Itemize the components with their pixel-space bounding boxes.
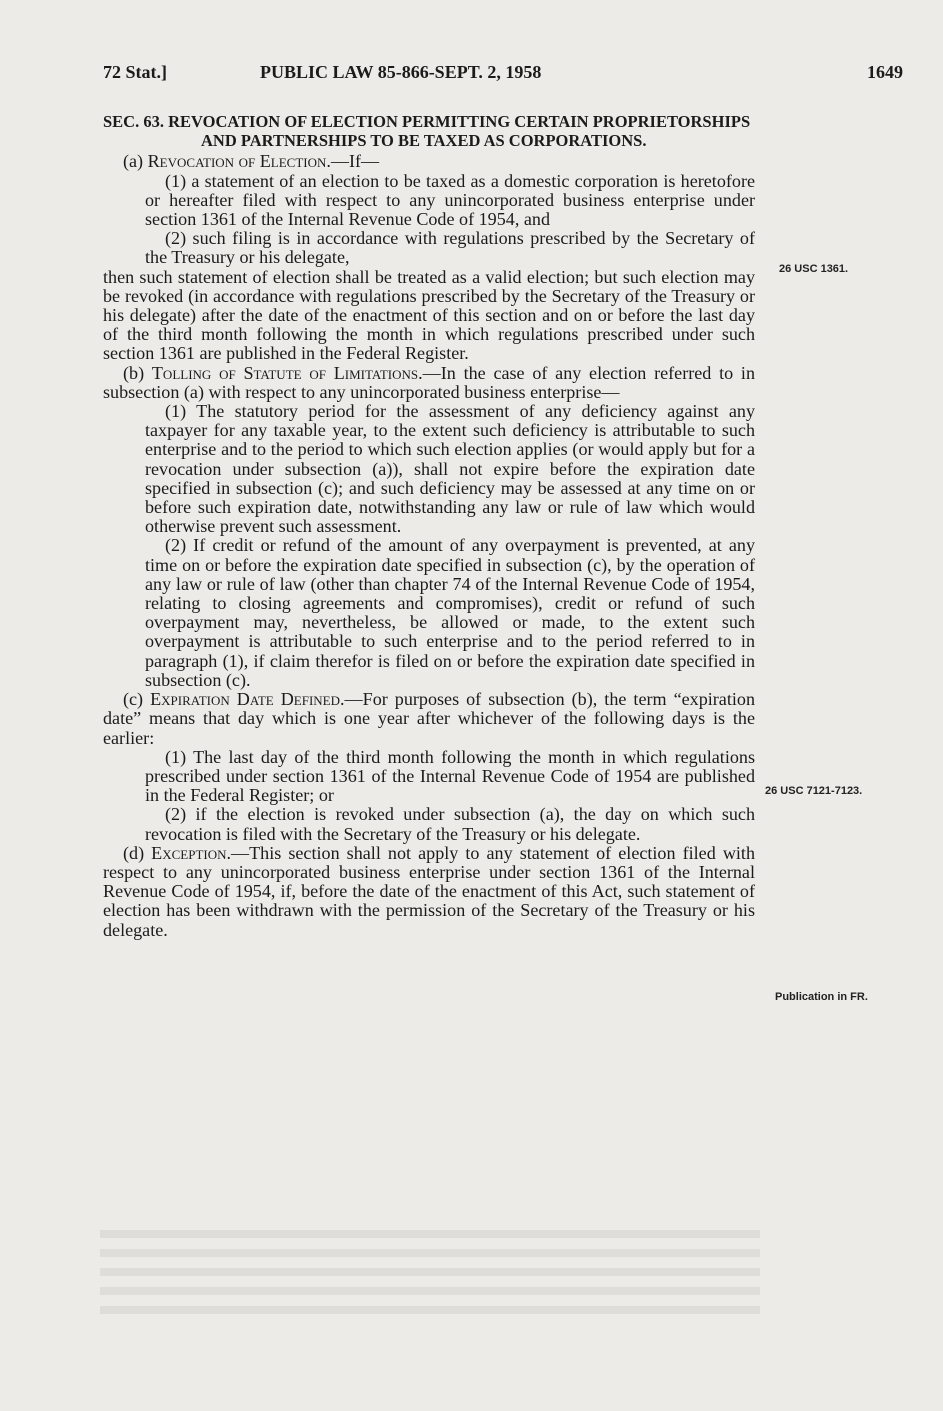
subsection-d (103, 844, 755, 940)
margin-note-publication: Publication in FR. (775, 991, 868, 1003)
margin-note-usc-1361: 26 USC 1361. (779, 263, 849, 275)
subsection-b-paragraph-2: (2) If credit or refund of the amount of any overpayment is prevented, at any time on or before the expiration date specified in subsection (c), by the operation of any law or rule of law (other than chapter 74 of the Internal Revenue Code of 1954, relating to closing agreements and compromises), credit or refund of such overpayment may, nevertheless, be allowed or made, to the extent such overpayment is attributable to such enterprise and to the period referred to in paragraph (1), if claim therefor is filed on or before the expiration date specified in subsection (c). (145, 535, 755, 690)
section-heading: SEC. 63. REVOCATION OF ELECTION PERMITTING CERTAIN PROPRIETORSHIPS AND PARTNERSHIPS TO BE TAXED AS CORPORATIONS. (103, 112, 751, 151)
page-number: 1649 (867, 62, 903, 82)
subsection-b-lead: —In the case of any election referred to in subsection (a) with respect to any unincorporated business enterprise— (103, 362, 756, 402)
subsection-b (103, 364, 755, 402)
subsection-d-lead: —This section shall not apply to any statement of election filed with respect to any unincorporated business enterprise under section 1361 of the Internal Revenue Code of 1954, if, before the date of the enactment of this Act, such statement of election has been withdrawn with the permission of the Secretary of the Treasury or his delegate. (103, 842, 755, 940)
subsection-a-title: Revocation of Election. (147, 151, 331, 172)
subsection-d-title: Exception. (151, 842, 232, 863)
subsection-b-label: (b) (123, 362, 152, 383)
running-header (103, 62, 903, 86)
subsection-a-lead: —If— (330, 151, 380, 172)
subsection-a: (a) Revocation of Election.—If— (123, 151, 380, 172)
subsection-a-tail: then such statement of election shall be treated as a valid election; but such election may be revoked (in accordance with regulations prescribed by the Secretary of the Treasury or his delegate) after the date of the enactment of this section and on or before the last day of the third month following the month in which regulations prescribed under such section 1361 are published in the Federal Register. (103, 266, 755, 364)
subsection-c-lead: —For purposes of subsection (b), the term “expiration date” means that day which is one year after whichever of the following days is the earlier: (103, 689, 755, 748)
subsection-b-title: Tolling of Statute of Limitations. (151, 362, 423, 383)
reverse-side-bleed-through (100, 1230, 760, 1320)
margin-note-usc-7121: 26 USC 7121-7123. (765, 785, 863, 797)
subsection-a-paragraph-2: (2) such filing is in accordance with regulations prescribed by the Secretary of the Treasury or his delegate, (145, 228, 755, 268)
public-law-title: PUBLIC LAW 85-866-SEPT. 2, 1958 (260, 62, 542, 82)
subsection-b-paragraph-1: (1) The statutory period for the assessment of any deficiency against any taxpayer for any taxable year, to the extent such deficiency is attributable to such enterprise and to the period to which such election applies (or would apply but for a revocation under subsection (a)), shall not expire before the expiration date specified in subsection (c); and such deficiency may be assessed at any time on or before such expiration date, notwithstanding any law or rule of law which would otherwise prevent such assessment. (145, 401, 755, 537)
subsection-c-title: Expiration Date Defined. (150, 689, 345, 710)
subsection-c (103, 690, 755, 748)
section-body (103, 112, 755, 940)
subsection-c-paragraph-1: (1) The last day of the third month following the month in which regulations prescribed under section 1361 of the Internal Revenue Code of 1954 are published in the Federal Register; or (145, 746, 755, 806)
statute-citation: 72 Stat.] (103, 62, 167, 82)
subsection-d-label: (d) (123, 842, 152, 863)
subsection-a-paragraph-1: (1) a statement of an election to be taxed as a domestic corporation is heretofore or hereafter filed with respect to any unincorporated business enterprise under section 1361 of the Internal Revenue Code of 1954, and (145, 170, 755, 230)
subsection-c-label: (c) (123, 689, 151, 710)
subsection-c-paragraph-2: (2) if the election is revoked under subsection (a), the day on which such revocation is filed with the Secretary of the Treasury or his delegate. (145, 804, 755, 844)
